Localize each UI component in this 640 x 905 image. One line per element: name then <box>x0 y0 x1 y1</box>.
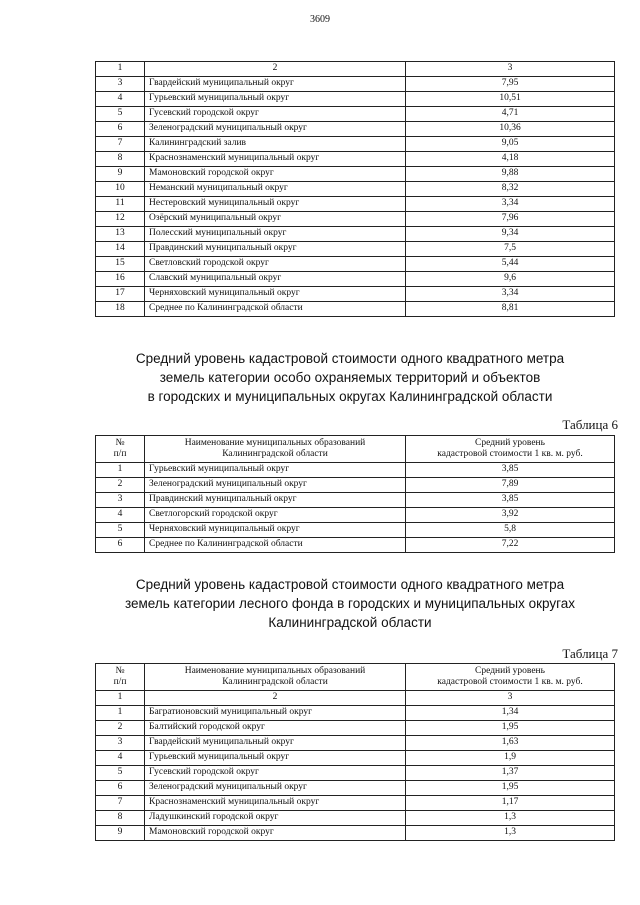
header-text: Калининградской области <box>222 677 328 687</box>
table-row <box>96 796 615 811</box>
table-row <box>96 706 615 721</box>
row-number-cell: 18 <box>96 302 145 317</box>
header-text: кадастровой стоимости 1 кв. м. руб. <box>437 677 583 687</box>
table-row <box>96 463 615 478</box>
cost-value-cell: 7,96 <box>406 212 615 227</box>
header-text: Наименование муниципальных образований <box>184 666 366 677</box>
header-text: Средний уровень <box>475 666 545 677</box>
table-row <box>96 137 615 152</box>
row-number-cell: 9 <box>96 826 145 841</box>
table6-header-row <box>96 436 615 463</box>
cost-value-cell: 9,34 <box>406 227 615 242</box>
municipality-name-cell: Черняховский муниципальный округ <box>145 287 406 302</box>
row-number-cell: 3 <box>96 77 145 92</box>
cost-value-cell: 7,89 <box>406 478 615 493</box>
column-number-1: 1 <box>96 691 145 706</box>
municipality-name-cell: Ладушкинский городской округ <box>145 811 406 826</box>
row-number-cell: 7 <box>96 796 145 811</box>
cost-value-cell: 9,6 <box>406 272 615 287</box>
row-number-cell: 1 <box>96 463 145 478</box>
table7-caption: Таблица 7 <box>562 646 618 661</box>
cost-value-cell: 4,71 <box>406 107 615 122</box>
municipality-name-cell: Зеленоградский муниципальный округ <box>145 478 406 493</box>
row-number-cell: 10 <box>96 182 145 197</box>
table-row <box>96 508 615 523</box>
row-number-cell: 5 <box>96 523 145 538</box>
table-row <box>96 272 615 287</box>
municipality-name-cell: Светлогорский городской округ <box>145 508 406 523</box>
cost-value-cell: 1,34 <box>406 706 615 721</box>
table-row <box>96 736 615 751</box>
table7-header-row <box>96 664 615 691</box>
section6-heading-line: Средний уровень кадастровой стоимости одного квадратного метра <box>135 351 565 366</box>
table-row <box>96 227 615 242</box>
row-number-cell: 8 <box>96 811 145 826</box>
table6-header-number <box>96 436 145 463</box>
row-number-cell: 15 <box>96 257 145 272</box>
cost-value-cell: 3,85 <box>406 493 615 508</box>
table-row <box>96 152 615 167</box>
cost-value-cell: 1,63 <box>406 736 615 751</box>
municipality-name-cell: Зеленоградский муниципальный округ <box>145 781 406 796</box>
cost-value-cell: 10,51 <box>406 92 615 107</box>
table-continued <box>95 61 615 317</box>
cost-value-cell: 3,85 <box>406 463 615 478</box>
municipality-name-cell: Светловский городской округ <box>145 257 406 272</box>
row-number-cell: 4 <box>96 751 145 766</box>
municipality-name-cell: Балтийский городской округ <box>145 721 406 736</box>
municipality-name-cell: Неманский муниципальный округ <box>145 182 406 197</box>
table6-header-value <box>406 436 615 463</box>
row-number-cell: 11 <box>96 197 145 212</box>
municipality-name-cell: Гурьевский муниципальный округ <box>145 463 406 478</box>
cost-value-cell: 5,44 <box>406 257 615 272</box>
table7-header-name <box>145 664 406 691</box>
column-number-1: 1 <box>96 62 145 77</box>
cost-value-cell: 7,95 <box>406 77 615 92</box>
table-row <box>96 811 615 826</box>
row-number-cell: 6 <box>96 781 145 796</box>
municipality-name-cell: Озёрский муниципальный округ <box>145 212 406 227</box>
cost-value-cell: 5,8 <box>406 523 615 538</box>
cost-value-cell: 7,22 <box>406 538 615 553</box>
column-number-2: 2 <box>145 62 406 77</box>
cost-value-cell: 3,34 <box>406 197 615 212</box>
page-number: 3609 <box>310 14 330 25</box>
table6-body <box>96 436 615 553</box>
table-row <box>96 721 615 736</box>
section6-heading-line: земель категории особо охраняемых территорий и объектов <box>159 370 541 385</box>
cost-value-cell: 1,3 <box>406 826 615 841</box>
section7-heading-line: Калининградской области <box>268 615 432 630</box>
municipality-name-cell: Багратионовский муниципальный округ <box>145 706 406 721</box>
table7-header-number <box>96 664 145 691</box>
row-number-cell: 2 <box>96 721 145 736</box>
row-number-cell: 2 <box>96 478 145 493</box>
table-row <box>96 92 615 107</box>
municipality-name-cell: Полесский муниципальный округ <box>145 227 406 242</box>
table-row <box>96 478 615 493</box>
row-number-cell: 7 <box>96 137 145 152</box>
row-number-cell: 13 <box>96 227 145 242</box>
table-row <box>96 242 615 257</box>
table7-header-value <box>406 664 615 691</box>
municipality-name-cell: Зеленоградский муниципальный округ <box>145 122 406 137</box>
cost-value-cell: 8,32 <box>406 182 615 197</box>
table-row <box>96 77 615 92</box>
row-number-cell: 6 <box>96 122 145 137</box>
table6-caption: Таблица 6 <box>562 417 618 432</box>
municipality-name-cell: Среднее по Калининградской области <box>145 538 406 553</box>
header-text: Калининградской области <box>222 449 328 459</box>
table-row <box>96 122 615 137</box>
header-text: п/п <box>113 449 127 459</box>
table-row <box>96 212 615 227</box>
header-text: Наименование муниципальных образований <box>184 438 366 449</box>
cost-value-cell: 1,95 <box>406 721 615 736</box>
row-number-cell: 4 <box>96 92 145 107</box>
row-number-cell: 12 <box>96 212 145 227</box>
table-row <box>96 538 615 553</box>
table-row <box>96 302 615 317</box>
municipality-name-cell: Гвардейский муниципальный округ <box>145 736 406 751</box>
row-number-cell: 3 <box>96 736 145 751</box>
municipality-name-cell: Гусевский городской округ <box>145 107 406 122</box>
cost-value-cell: 7,5 <box>406 242 615 257</box>
section7-heading <box>60 575 640 632</box>
municipality-name-cell: Краснознаменский муниципальный округ <box>145 152 406 167</box>
municipality-name-cell: Славский муниципальный округ <box>145 272 406 287</box>
municipality-name-cell: Нестеровский муниципальный округ <box>145 197 406 212</box>
row-number-cell: 9 <box>96 167 145 182</box>
cost-value-cell: 4,18 <box>406 152 615 167</box>
table-row <box>96 523 615 538</box>
section6-heading-line: в городских и муниципальных округах Калининградской области <box>147 389 553 404</box>
table-numbering-row <box>96 62 615 77</box>
cost-value-cell: 1,9 <box>406 751 615 766</box>
table-row <box>96 257 615 272</box>
row-number-cell: 16 <box>96 272 145 287</box>
table-row <box>96 182 615 197</box>
cost-value-cell: 1,17 <box>406 796 615 811</box>
municipality-name-cell: Среднее по Калининградской области <box>145 302 406 317</box>
section7-heading-line: Средний уровень кадастровой стоимости одного квадратного метра <box>135 577 565 592</box>
section6-heading <box>60 349 640 406</box>
header-text: п/п <box>113 677 127 687</box>
row-number-cell: 5 <box>96 766 145 781</box>
row-number-cell: 3 <box>96 493 145 508</box>
row-number-cell: 17 <box>96 287 145 302</box>
cost-value-cell: 9,88 <box>406 167 615 182</box>
cost-value-cell: 3,34 <box>406 287 615 302</box>
cost-value-cell: 10,36 <box>406 122 615 137</box>
table-row <box>96 751 615 766</box>
cost-value-cell: 1,37 <box>406 766 615 781</box>
row-number-cell: 6 <box>96 538 145 553</box>
municipality-name-cell: Черняховский муниципальный округ <box>145 523 406 538</box>
municipality-name-cell: Гурьевский муниципальный округ <box>145 92 406 107</box>
header-text: кадастровой стоимости 1 кв. м. руб. <box>437 449 583 459</box>
cost-value-cell: 1,3 <box>406 811 615 826</box>
cost-value-cell: 3,92 <box>406 508 615 523</box>
column-number-2: 2 <box>145 691 406 706</box>
cost-value-cell: 8,81 <box>406 302 615 317</box>
table-row <box>96 493 615 508</box>
municipality-name-cell: Правдинский муниципальный округ <box>145 493 406 508</box>
column-number-3: 3 <box>406 691 615 706</box>
cost-value-cell: 9,05 <box>406 137 615 152</box>
table-row <box>96 781 615 796</box>
municipality-name-cell: Мамоновский городской округ <box>145 826 406 841</box>
table6 <box>95 435 615 553</box>
row-number-cell: 4 <box>96 508 145 523</box>
table-row <box>96 197 615 212</box>
table-row <box>96 287 615 302</box>
municipality-name-cell: Гусевский городской округ <box>145 766 406 781</box>
column-number-3: 3 <box>406 62 615 77</box>
municipality-name-cell: Краснознаменский муниципальный округ <box>145 796 406 811</box>
table-row <box>96 167 615 182</box>
municipality-name-cell: Гвардейский муниципальный округ <box>145 77 406 92</box>
municipality-name-cell: Гурьевский муниципальный округ <box>145 751 406 766</box>
table-row <box>96 766 615 781</box>
header-text: № <box>115 438 125 449</box>
cost-value-cell: 1,95 <box>406 781 615 796</box>
municipality-name-cell: Мамоновский городской округ <box>145 167 406 182</box>
table7 <box>95 663 615 841</box>
table-row <box>96 107 615 122</box>
header-text: Средний уровень <box>475 438 545 449</box>
row-number-cell: 14 <box>96 242 145 257</box>
section7-heading-line: земель категории лесного фонда в городских и муниципальных округах <box>124 596 576 611</box>
table-continued-body <box>96 62 615 317</box>
header-text: № <box>115 666 125 677</box>
municipality-name-cell: Калининградский залив <box>145 137 406 152</box>
row-number-cell: 8 <box>96 152 145 167</box>
table7-body <box>96 664 615 841</box>
row-number-cell: 1 <box>96 706 145 721</box>
table-row <box>96 826 615 841</box>
table6-header-name <box>145 436 406 463</box>
row-number-cell: 5 <box>96 107 145 122</box>
table7-numbering-row <box>96 691 615 706</box>
municipality-name-cell: Правдинский муниципальный округ <box>145 242 406 257</box>
